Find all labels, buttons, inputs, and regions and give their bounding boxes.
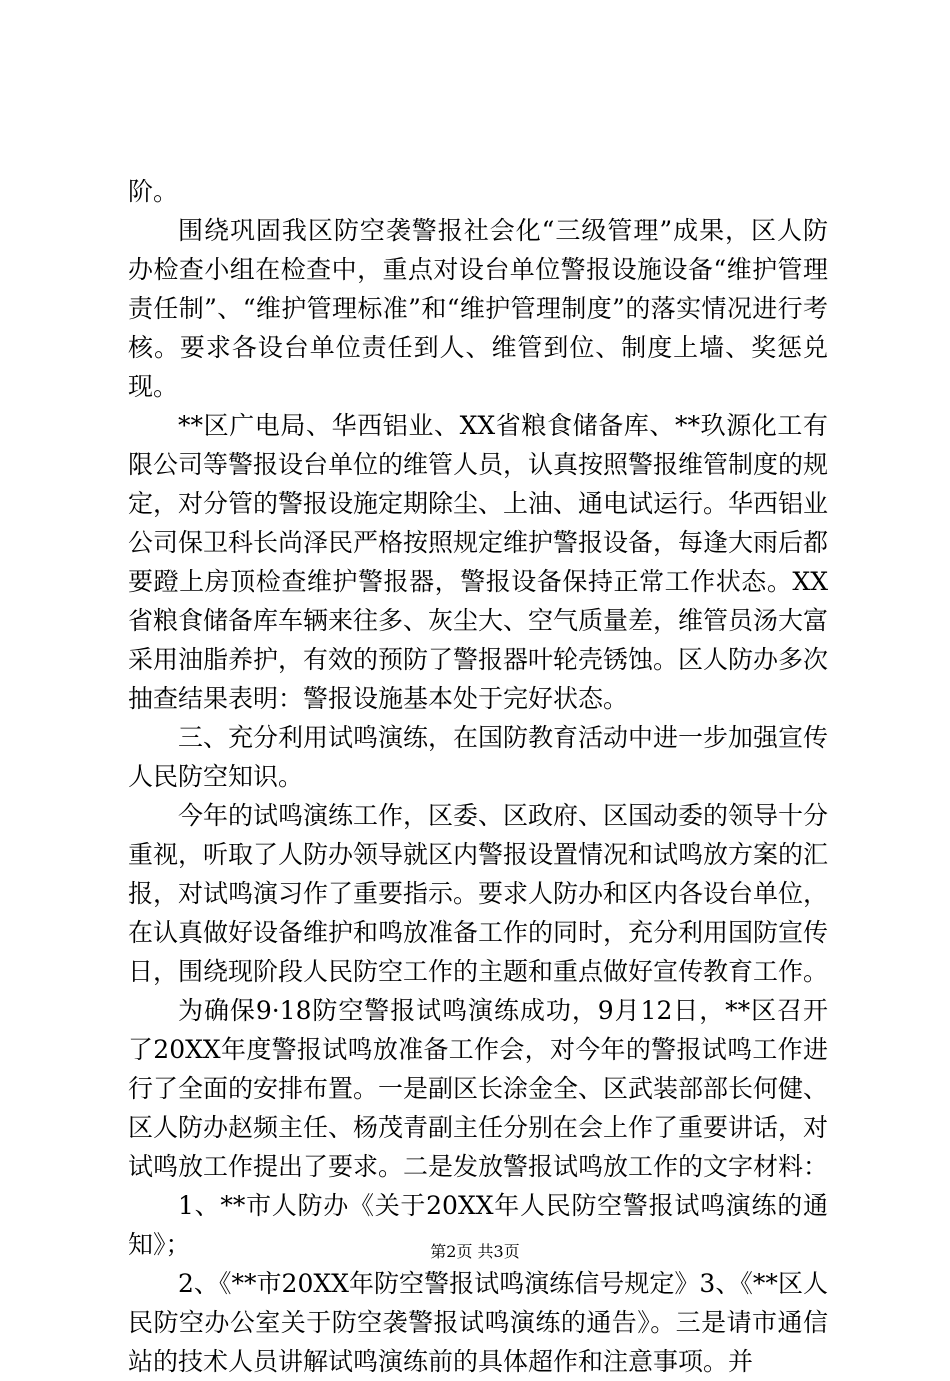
paragraph-material-item-1: 1、**市人防办《关于20XX年人民防空警报试鸣演练的通知》； [128, 1191, 828, 1259]
paragraph-drill-work: 今年的试鸣演练工作，区委、区政府、区国动委的领导十分重视，听取了人防办领导就区内警报设置情况和试鸣放方案的汇报，对试鸣演习作了重要指示。要求人防办和区内各设台单位，在认真做好设备维护和鸣放准备工作的同时，充分利用国防宣传日，围绕现阶段人民防空工作的主题和重点做好宣传教育工作。 [128, 801, 829, 986]
document-body [128, 172, 828, 1381]
page-number-footer: 第2页 共3页 [430, 1242, 520, 1261]
paragraph-management-system: 围绕巩固我区防空袭警报社会化“三级管理”成果，区人防办检查小组在检查中，重点对设台单位警报设施设备“维护管理责任制”、“维护管理标准”和“维护管理制度”的落实情况进行考核。要求各设台单位责任到人、维管到位、制度上墙、奖惩兑现。 [128, 216, 828, 401]
paragraph-maintenance-units: **区广电局、华西铝业、XX省粮食储备库、**玖源化工有限公司等警报设台单位的维管人员，认真按照警报维管制度的规定，对分管的警报设施定期除尘、上油、通电试运行。华西铝业公司保卫科长尚泽民严格按照规定维护警报设备，每逢大雨后都要蹬上房顶检查维护警报器，警报设备保持正常工作状态。XX省粮食储备库车辆来往多、灰尘大、空气质量差，维管员汤大富采用油脂养护，有效的预防了警报器叶轮壳锈蚀。区人防办多次抽查结果表明：警报设施基本处于完好状态。 [128, 411, 829, 713]
paragraph-material-item-2: 2、《**市20XX年防空警报试鸣演练信号规定》3、《**区人民防空办公室关于防空袭警报试鸣演练的通告》。三是请市通信站的技术人员讲解试鸣演练前的具体超作和注意事项。并 [128, 1269, 828, 1376]
section-heading-three: 三、充分利用试鸣演练，在国防教育活动中进一步加强宣传人民防空知识。 [128, 723, 829, 791]
paragraph-continuation: 阶。 [128, 177, 179, 206]
paragraph-preparation-meeting: 为确保9·18防空警报试鸣演练成功，9月12日，**区召开了20XX年度警报试鸣放准备工作会，对今年的警报试鸣工作进行了全面的安排布置。一是副区长涂金全、区武装部部长何健、区人防办赵频主任、杨茂青副主任分别在会上作了重要讲话，对试鸣放工作提出了要求。二是发放警报试鸣放工作的文字材料： [128, 996, 829, 1181]
